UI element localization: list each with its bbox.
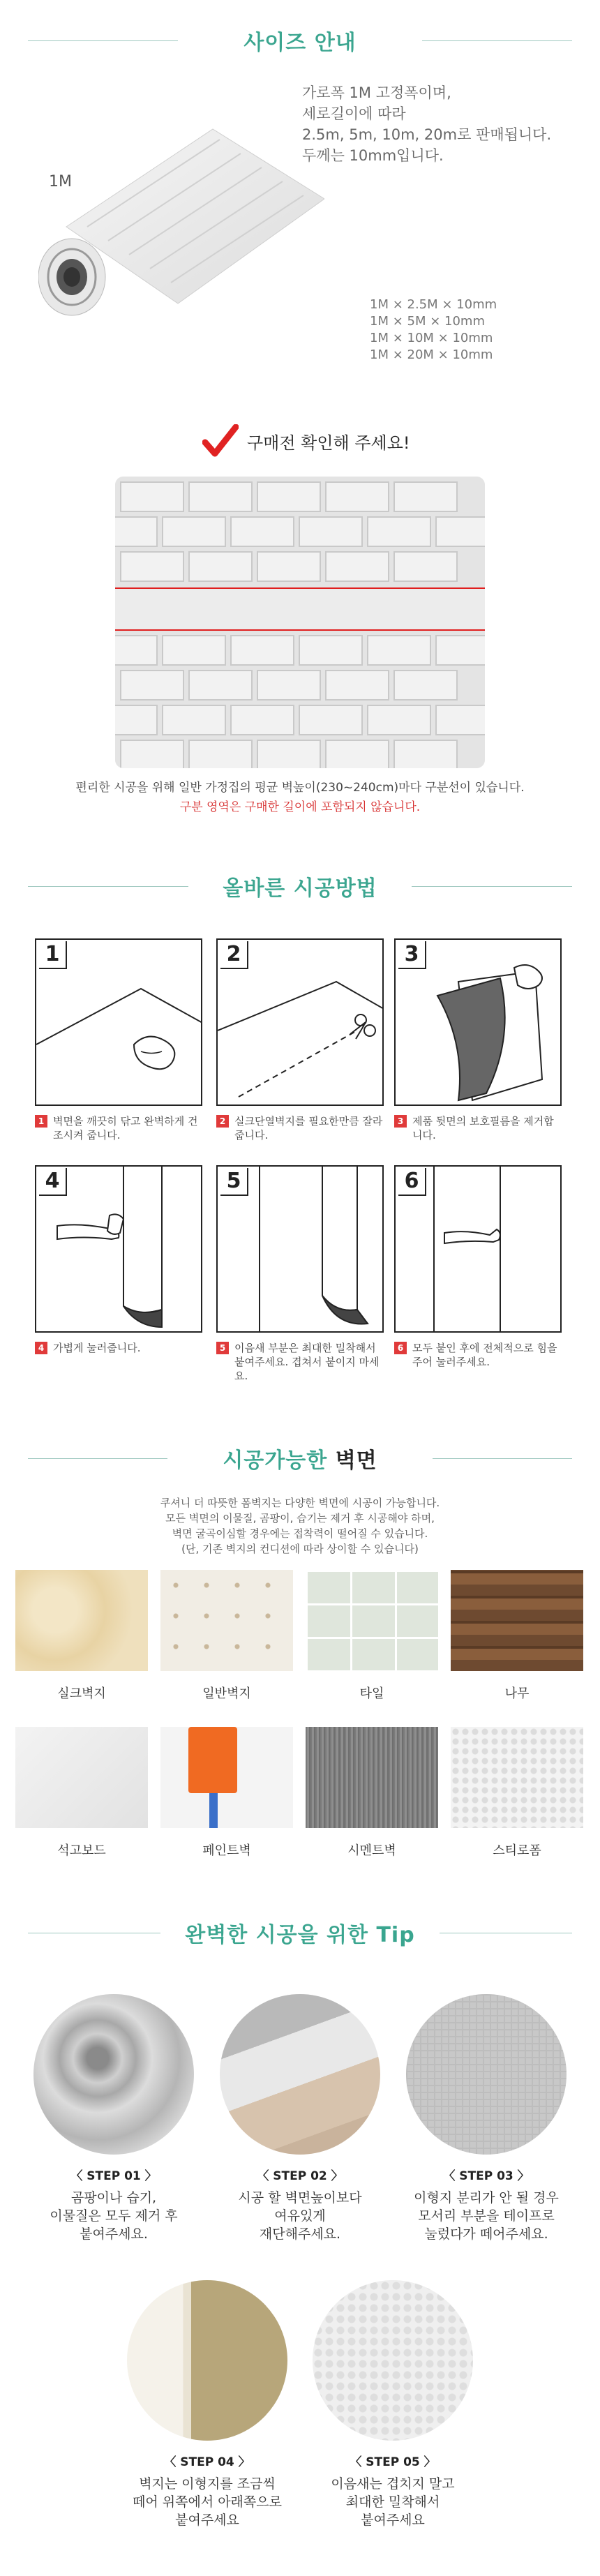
step-text: 벽면을 깨끗히 닦고 완벽하게 건조시켜 줍니다. (53, 1115, 198, 1141)
tip-line: 붙여주세요. (80, 2226, 148, 2242)
step-caption (35, 1114, 202, 1142)
tip-description (33, 2189, 194, 2243)
step-caption (394, 1341, 562, 1369)
divider (433, 1458, 572, 1459)
section-title (204, 1443, 395, 1474)
surface-cement (306, 1727, 438, 1859)
surface-label: 시멘트벽 (347, 1843, 396, 1858)
surface-label: 타일 (359, 1686, 384, 1701)
applying-photo (127, 2280, 287, 2441)
paper-swatch (160, 1570, 293, 1671)
step-badge: 4 (35, 1342, 47, 1354)
title-green: 완벽한 시공을 위한 (185, 1923, 369, 1947)
paint-swatch (160, 1727, 293, 1828)
size-item: 1M × 2.5M × 10mm (370, 297, 497, 312)
divider (28, 886, 188, 887)
wood-swatch (451, 1570, 583, 1671)
step-number: 6 (398, 1168, 426, 1196)
tip-line: 시공 할 벽면높이보다 (238, 2190, 362, 2206)
wall-divider-photo (115, 477, 485, 768)
tip-step-label: 〈 STEP 05 〉 (350, 2455, 436, 2469)
surface-gypsum (15, 1727, 148, 1859)
tip-line: 붙여주세요 (361, 2513, 425, 2528)
tip-step-4 (127, 2280, 287, 2529)
seam-photo (313, 2280, 473, 2441)
tip-line: 눌렀다가 떼어주세요. (424, 2226, 548, 2242)
install-step-6 (394, 1165, 562, 1369)
check-text: 구매전 확인해 주세요! (247, 433, 410, 453)
step-illustration (394, 938, 562, 1106)
desc-line: 가로폭 1M 고정폭이며, (302, 84, 451, 101)
desc-line: 2.5m, 5m, 10m, 20m로 판매됩니다. (302, 126, 552, 143)
tip-description (127, 2475, 287, 2529)
intro-line: 모든 벽면의 이물질, 곰팡이, 습기는 제거 후 시공해야 하며, (165, 1512, 435, 1525)
title-green: 시공가능한 (223, 1448, 328, 1473)
step-number: 2 (220, 941, 248, 969)
step-text: 실크단열벽지를 필요한만큼 잘라줍니다. (234, 1115, 383, 1141)
tip-line: 붙여주세요 (175, 2513, 239, 2528)
tip-step-label: 〈 STEP 01 〉 (70, 2169, 157, 2183)
step-number: 1 (39, 941, 67, 969)
tip-line: 재단해주세요. (259, 2226, 341, 2242)
install-step-2 (216, 938, 384, 1142)
size-item: 1M × 10M × 10mm (370, 331, 493, 345)
surface-paint (160, 1727, 293, 1859)
surface-label: 일반벽지 (202, 1686, 251, 1701)
tip-step-label: 〈 STEP 03 〉 (443, 2169, 530, 2183)
step-badge: 5 (216, 1342, 229, 1354)
divider-warning: 구분 영역은 구매한 길이에 포함되지 않습니다. (179, 800, 421, 814)
size-item: 1M × 20M × 10mm (370, 347, 493, 362)
step-caption (35, 1341, 202, 1355)
tip-step-label: 〈 STEP 04 〉 (164, 2455, 250, 2469)
tip-step-label: 〈 STEP 02 〉 (257, 2169, 343, 2183)
mold-photo (33, 1994, 194, 2155)
desc-line: 두께는 10mm입니다. (302, 147, 444, 164)
surface-label: 페인트벽 (202, 1843, 251, 1858)
step-text: 가볍게 눌러줍니다. (53, 1342, 141, 1354)
section-title: 사이즈 안내 (225, 25, 374, 56)
roll-width-label: 1M (49, 173, 72, 190)
step-illustration (35, 1165, 202, 1333)
install-step-4 (35, 1165, 202, 1355)
silk-swatch (15, 1570, 148, 1671)
tip-line: 이음새는 겹치지 말고 (331, 2476, 455, 2492)
size-list (370, 297, 497, 364)
surface-silk (15, 1570, 148, 1702)
step-badge: 1 (35, 1115, 47, 1128)
surface-label: 석고보드 (57, 1843, 106, 1858)
check-mark-icon (202, 424, 239, 458)
step-badge: 6 (394, 1342, 407, 1354)
tip-step-3 (406, 1994, 567, 2243)
step-text: 이음새 부분은 최대한 밀착해서 붙여주세요. 겹쳐서 붙이지 마세요. (234, 1342, 380, 1382)
step-number: 4 (39, 1168, 67, 1196)
tape-photo (406, 1994, 567, 2155)
intro-line: (단, 기존 벽지의 컨디션에 따라 상이할 수 있습니다) (181, 1543, 419, 1555)
intro-line: 쿠셔니 더 따뜻한 폼벽지는 다양한 벽면에 시공이 가능합니다. (160, 1497, 440, 1509)
gypsum-swatch (15, 1727, 148, 1828)
title-dark: 벽면 (335, 1448, 377, 1473)
tip-step-1 (33, 1994, 194, 2243)
step-illustration (216, 938, 384, 1106)
surface-section-header (0, 1437, 600, 1479)
tip-line: 최대한 밀착해서 (345, 2494, 440, 2510)
tip-section-header (0, 1912, 600, 1954)
foam-roll-illustration (38, 122, 324, 331)
step-badge: 3 (394, 1115, 407, 1128)
step-illustration (216, 1165, 384, 1333)
surface-intro (0, 1495, 600, 1557)
tip-line: 이형지 분리가 안 될 경우 (414, 2190, 559, 2206)
size-item: 1M × 5M × 10mm (370, 314, 485, 329)
styrofoam-swatch (451, 1727, 583, 1828)
divider (28, 1458, 167, 1459)
install-step-1 (35, 938, 202, 1142)
surface-label: 실크벽지 (57, 1686, 106, 1701)
surface-paper (160, 1570, 293, 1702)
step-illustration (35, 938, 202, 1106)
surface-label: 스티로폼 (493, 1843, 541, 1858)
check-notice (202, 424, 410, 458)
divider-note: 편리한 시공을 위해 일반 가정집의 평균 벽높이(230~240cm)마다 구분선이 있습니다. (75, 781, 525, 795)
divider (422, 40, 572, 41)
size-description (302, 82, 551, 166)
cement-swatch (306, 1727, 438, 1828)
divider (412, 886, 572, 887)
title-dark: Tip (376, 1923, 415, 1947)
surface-styrofoam (451, 1727, 583, 1859)
tip-description (220, 2189, 380, 2243)
step-text: 제품 뒷면의 보호필름을 제거합니다. (412, 1115, 554, 1141)
tip-description (313, 2475, 473, 2529)
step-caption (216, 1114, 384, 1142)
install-section-header (0, 865, 600, 907)
surface-tile (306, 1570, 438, 1702)
tip-line: 떼어 위쪽에서 아래쪽으로 (133, 2494, 282, 2510)
step-number: 3 (398, 941, 426, 969)
intro-line: 벽면 굴곡이심할 경우에는 접착력이 떨어질 수 있습니다. (172, 1527, 428, 1540)
section-title (167, 1917, 433, 1948)
step-text: 모두 붙인 후에 전체적으로 힘을 주어 눌러주세요. (412, 1342, 557, 1368)
install-step-3 (394, 938, 562, 1142)
step-number: 5 (220, 1168, 248, 1196)
desc-line: 세로길이에 따라 (302, 105, 406, 122)
tip-line: 여유있게 (274, 2208, 326, 2224)
tip-step-5 (313, 2280, 473, 2529)
divider (28, 40, 178, 41)
section-title: 올바른 시공방법 (204, 871, 395, 901)
install-step-5 (216, 1165, 384, 1383)
surface-label: 나무 (504, 1686, 530, 1701)
step-badge: 2 (216, 1115, 229, 1128)
tip-line: 이물질은 모두 제거 후 (50, 2208, 178, 2224)
tip-line: 벽지는 이형지를 조금씩 (139, 2476, 276, 2492)
step-caption (394, 1114, 562, 1142)
step-illustration (394, 1165, 562, 1333)
tip-step-2 (220, 1994, 380, 2243)
tip-description (406, 2189, 567, 2243)
cutting-photo (220, 1994, 380, 2155)
surface-wood (451, 1570, 583, 1702)
size-section-header (0, 20, 600, 61)
tile-swatch (306, 1570, 438, 1671)
step-caption (216, 1341, 384, 1383)
tip-line: 곰팡이나 습기, (70, 2190, 157, 2206)
tip-line: 모서리 부분을 테이프로 (418, 2208, 555, 2224)
